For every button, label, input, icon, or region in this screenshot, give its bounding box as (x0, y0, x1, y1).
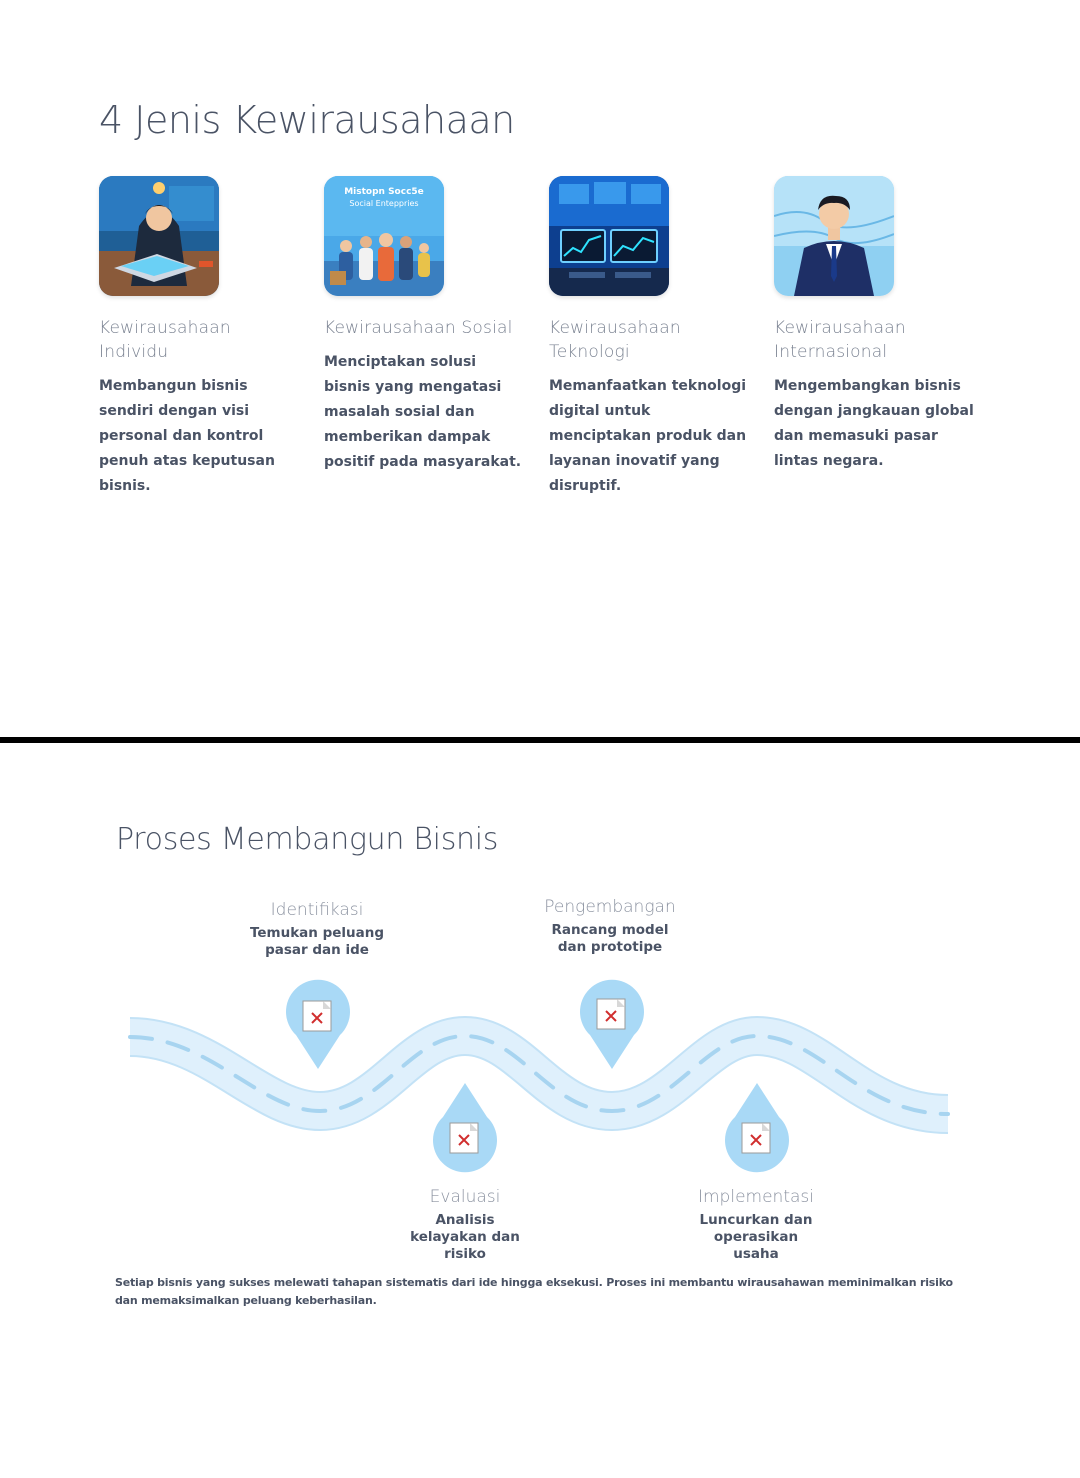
card-title: Kewirausahaan Teknologi (549, 318, 681, 362)
step-pin-1 (286, 980, 350, 1069)
card-technology (549, 176, 749, 499)
broken-image-icon (303, 1001, 331, 1031)
page-title: Proses Membangun Bisnis (116, 822, 499, 857)
social-enterprise-image (324, 176, 444, 296)
slide-business-process (0, 743, 1080, 1478)
broken-image-icon (742, 1123, 770, 1153)
step-title: Identifikasi (270, 900, 364, 920)
card-description: Mengembangkan bisnis dengan jangkauan global dan memasuki pasar lintas negara. (774, 378, 974, 469)
businessman-globe-image (774, 176, 894, 296)
step-title: Evaluasi (429, 1187, 501, 1207)
step-description: Temukan peluang pasar dan ide (249, 925, 385, 958)
step-description: Luncurkan dan operasikan usaha (699, 1212, 813, 1262)
broken-image-icon (450, 1123, 478, 1153)
step-description: Analisis kelayakan dan risiko (410, 1212, 520, 1262)
card-international (774, 176, 974, 474)
card-individual (99, 176, 299, 499)
image-text-line2: Social Enteppries (349, 199, 419, 208)
page-title: 4 Jenis Kewirausahaan (99, 98, 515, 142)
slide-entrepreneurship-types (0, 0, 1080, 737)
card-description: Membangun bisnis sendiri dengan visi personal dan kontrol penuh atas keputusan bisnis. (99, 378, 275, 494)
step-title: Implementasi (697, 1187, 814, 1207)
card-title: Kewirausahaan Internasional (774, 318, 906, 362)
card-description: Menciptakan solusi bisnis yang mengatasi masalah sosial dan memberikan dampak positif pada masyarakat. (324, 354, 522, 470)
broken-image-icon (597, 999, 625, 1029)
card-title: Kewirausahaan Sosial (324, 318, 513, 338)
step-pin-4 (725, 1083, 789, 1172)
step-pin-3 (580, 980, 644, 1069)
step-pin-2 (433, 1083, 497, 1172)
image-text-line1: Mistopn Socc5e (344, 187, 424, 197)
entrepreneur-laptop-image (99, 176, 219, 296)
card-social (324, 176, 524, 475)
step-description: Rancang model dan prototipe (551, 922, 669, 955)
card-title: Kewirausahaan Individu (99, 318, 231, 362)
road-diagram (0, 743, 1080, 1243)
step-implementasi (656, 1186, 856, 1263)
step-identifikasi (217, 899, 417, 959)
step-evaluasi (365, 1186, 565, 1263)
step-pengembangan (510, 896, 710, 956)
card-description: Memanfaatkan teknologi digital untuk menciptakan produk dan layanan inovatif yang disruptif. (549, 378, 747, 494)
step-title: Pengembangan (544, 897, 676, 917)
tech-monitors-image (549, 176, 669, 296)
footer-note: Setiap bisnis yang sukses melewati tahapan sistematis dari ide hingga eksekusi. Proses ini membantu wirausahawan meminimalkan risiko dan memaksimalkan peluang keberhasilan. (115, 1276, 953, 1307)
